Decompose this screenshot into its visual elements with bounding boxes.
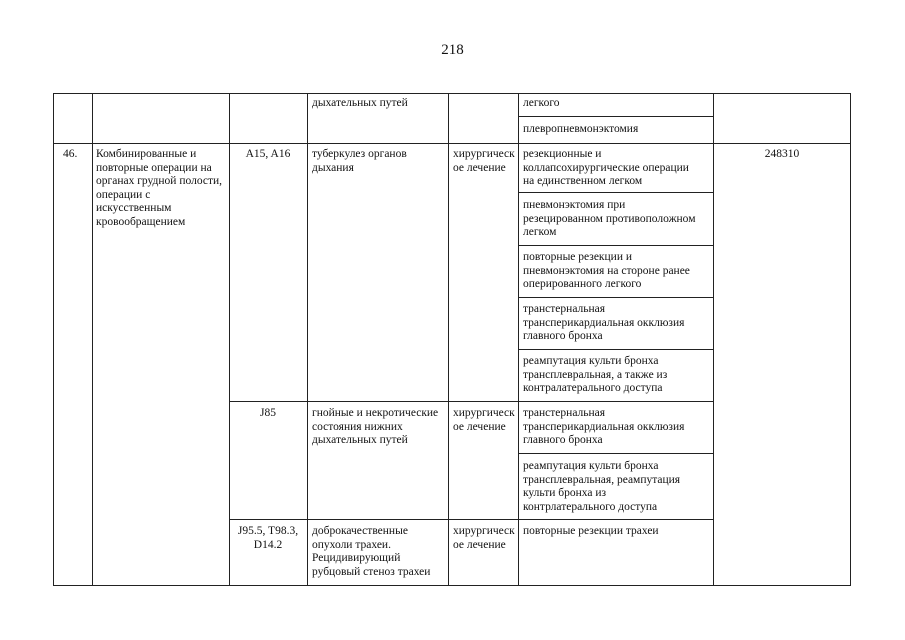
method-cell: реампутация культи бронха трансплевральная, реампутация культи бронха из контрлатерального доступа [523,460,681,513]
column-border [518,93,519,586]
column-border [850,93,851,586]
method-cell: легкого [523,97,560,109]
row-divider [229,401,713,402]
treatment-type-cell: хирургическ ое лечение [453,148,515,174]
icd-codes-cell: J95.5, T98.3, D14.2 [237,525,299,551]
treatment-type-cell: хирургическ ое лечение [453,407,515,433]
row-number-cell: 46. [63,148,78,160]
method-cell: повторные резекции трахеи [523,525,659,537]
diagnosis-cell: дыхательных путей [312,97,408,109]
row-divider [518,245,713,246]
method-cell: транстернальная трансперикардиальная окклюзия главного бронха [523,303,685,342]
table-bottom-border [53,585,851,586]
page-number: 218 [441,42,464,58]
row-divider [518,297,713,298]
method-cell: плевропневмонэктомия [523,123,639,135]
method-cell: реампутация культи бронха трансплевральная, а также из контралатерального доступа [523,355,668,394]
column-border [307,93,308,586]
method-cell: пневмонэктомия при резецированном противоположном легком [523,199,696,238]
treatment-type-cell: хирургическ ое лечение [453,525,515,551]
row-divider [53,143,851,144]
cost-cell: 248310 [764,148,800,160]
icd-codes-cell: A15, A16 [245,148,291,160]
column-border [229,93,230,586]
method-cell: транстернальная трансперикардиальная окклюзия главного бронха [523,407,685,446]
row-divider [518,116,713,117]
method-cell: повторные резекции и пневмонэктомия на стороне ранее oперированного легкого [523,251,690,290]
row-divider [229,519,713,520]
diagnosis-cell: туберкулез органов дыхания [312,148,407,174]
row-divider [518,192,713,193]
diagnosis-cell: доброкачественные опухоли трахеи. Рецидивирующий рубцовый стеноз трахеи [312,525,431,578]
row-divider [518,453,713,454]
table-top-border [53,93,851,94]
column-border [92,93,93,586]
method-cell: резекционные и коллапсохирургические операции на единственном легком [523,148,689,187]
diagnosis-cell: гнойные и некротические состояния нижних дыхательных путей [312,407,439,446]
row-divider [518,349,713,350]
icd-codes-cell: J85 [260,407,276,419]
column-border [713,93,714,586]
column-border [448,93,449,586]
procedure-name-cell: Комбинированные и повторные операции на органах грудной полости, операции с искусственным кровообращением [96,148,223,228]
column-border [53,93,54,586]
